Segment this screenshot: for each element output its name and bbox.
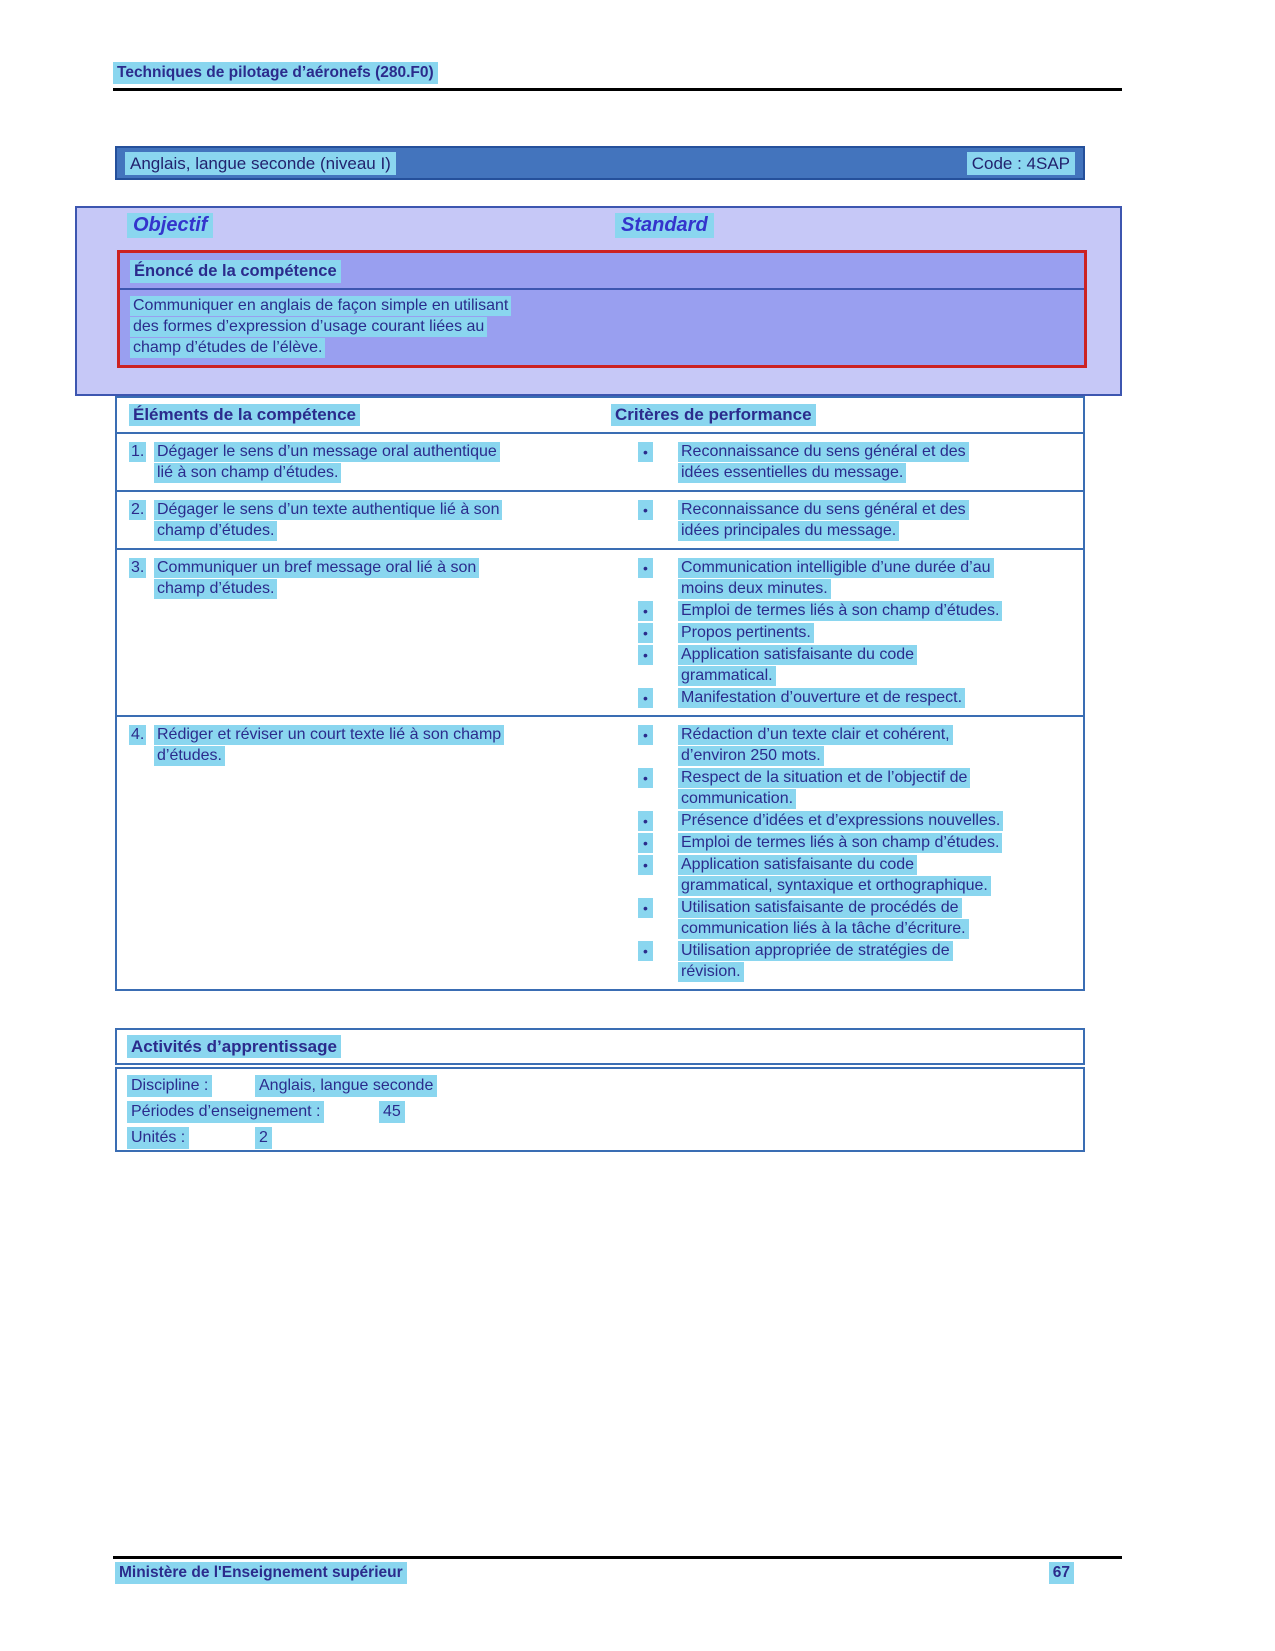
- bullet-icon: •: [638, 623, 653, 643]
- criteria-text: [678, 441, 1077, 484]
- bullet-icon: •: [638, 855, 653, 875]
- text-line: révision.: [678, 962, 744, 982]
- criteria-text: [678, 810, 1077, 832]
- criteria-item: [611, 832, 1077, 854]
- element-cell: [129, 441, 611, 484]
- text-line: communication.: [678, 789, 796, 809]
- bullet-wrap: [611, 557, 678, 578]
- criteria-text: [678, 832, 1077, 854]
- element-number: [129, 724, 154, 745]
- text-line: Communication intelligible d’une durée d’au: [678, 558, 994, 578]
- criteria-text: [678, 557, 1077, 600]
- table-row: [117, 434, 1083, 492]
- text-line: Manifestation d’ouverture et de respect.: [678, 688, 965, 708]
- element-number: [129, 499, 154, 520]
- text-line: Propos pertinents.: [678, 623, 814, 643]
- field-label: Discipline :: [127, 1075, 212, 1097]
- column-header-elements: Éléments de la compétence: [129, 404, 360, 426]
- text-line: Rédiger et réviser un court texte lié à son champ: [154, 725, 504, 745]
- element-text: [154, 441, 611, 484]
- text-line: moins deux minutes.: [678, 579, 831, 599]
- field-label-wrap: [127, 1125, 255, 1149]
- element-number-text: 1.: [131, 443, 145, 460]
- text-line: Rédaction d’un texte clair et cohérent,: [678, 725, 953, 745]
- text-line: Application satisfaisante du code: [678, 645, 917, 665]
- criteria-text: [678, 767, 1077, 810]
- bullet-icon: •: [638, 688, 653, 708]
- criteria-item: [611, 441, 1077, 484]
- table-row: [117, 550, 1083, 717]
- text-line: idées essentielles du message.: [678, 463, 906, 483]
- text-line: grammatical, syntaxique et orthographique.: [678, 876, 991, 896]
- criteria-item: [611, 897, 1077, 940]
- text-line: communication liés à la tâche d’écriture.: [678, 919, 969, 939]
- header-rule: [113, 88, 1122, 91]
- footer-rule: [113, 1556, 1122, 1559]
- bullet-wrap: [611, 441, 678, 462]
- criteria-item: [611, 810, 1077, 832]
- activities-box: [115, 1067, 1085, 1152]
- footer-ministry: Ministère de l'Enseignement supérieur: [115, 1562, 407, 1584]
- course-code: Code : 4SAP: [967, 152, 1075, 175]
- bullet-wrap: [611, 810, 678, 831]
- criteria-text: [678, 940, 1077, 983]
- bullet-icon: •: [638, 941, 653, 961]
- criteria-text: [678, 897, 1077, 940]
- course-title: Anglais, langue seconde (niveau I): [125, 152, 396, 175]
- bullet-icon: •: [638, 442, 653, 462]
- competence-table: [115, 396, 1085, 991]
- field-value: 2: [255, 1127, 272, 1149]
- footer: [113, 1562, 1122, 1584]
- bullet-wrap: [611, 897, 678, 918]
- field-label: Périodes d’enseignement :: [127, 1101, 324, 1123]
- text-line: Présence d’idées et d’expressions nouvelles.: [678, 811, 1003, 831]
- bullet-icon: •: [638, 833, 653, 853]
- criteria-text: [678, 724, 1077, 767]
- footer-page-number: 67: [1049, 1562, 1074, 1584]
- criteria-item: [611, 622, 1077, 644]
- text-line: Utilisation appropriée de stratégies de: [678, 941, 953, 961]
- bullet-wrap: [611, 499, 678, 520]
- element-number-text: 4.: [131, 726, 145, 743]
- text-line: champ d’études.: [154, 579, 277, 599]
- text-line: Emploi de termes liés à son champ d’études.: [678, 833, 1002, 853]
- bullet-icon: •: [638, 768, 653, 788]
- table-row: [117, 717, 1083, 989]
- element-cell: [129, 499, 611, 542]
- text-line: lié à son champ d’études.: [154, 463, 341, 483]
- text-line: Communiquer un bref message oral lié à son: [154, 558, 479, 578]
- text-line: d’études.: [154, 746, 225, 766]
- activities-title-box: [115, 1028, 1085, 1065]
- competence-statement-box: [117, 250, 1087, 368]
- criteria-text: [678, 499, 1077, 542]
- criteria-cell: [611, 441, 1077, 484]
- bullet-wrap: [611, 940, 678, 961]
- standard-heading: Standard: [615, 213, 714, 238]
- bullet-icon: •: [638, 558, 653, 578]
- bullet-wrap: [611, 687, 678, 708]
- criteria-text: [678, 854, 1077, 897]
- field-value: Anglais, langue seconde: [255, 1075, 437, 1097]
- criteria-text: [678, 600, 1077, 622]
- criteria-text: [678, 687, 1077, 709]
- text-line: Respect de la situation et de l’objectif de: [678, 768, 970, 788]
- document-title: Techniques de pilotage d’aéronefs (280.F0): [113, 62, 438, 84]
- element-number-text: 3.: [131, 559, 145, 576]
- course-banner: [115, 146, 1085, 180]
- criteria-item: [611, 600, 1077, 622]
- text-line: d’environ 250 mots.: [678, 746, 824, 766]
- criteria-item: [611, 940, 1077, 983]
- field-label-wrap: [127, 1099, 379, 1123]
- text-line: Application satisfaisante du code: [678, 855, 917, 875]
- text-line: grammatical.: [678, 666, 776, 686]
- activity-field-periodes: [127, 1099, 1073, 1125]
- bullet-wrap: [611, 854, 678, 875]
- bullet-wrap: [611, 724, 678, 745]
- bullet-icon: •: [638, 645, 653, 665]
- criteria-item: [611, 644, 1077, 687]
- bullet-icon: •: [638, 500, 653, 520]
- bullet-icon: •: [638, 601, 653, 621]
- text-line: Emploi de termes liés à son champ d’études.: [678, 601, 1002, 621]
- text-line: champ d’études.: [154, 521, 277, 541]
- criteria-item: [611, 767, 1077, 810]
- objective-section: [75, 206, 1122, 396]
- column-header-criteria: Critères de performance: [611, 404, 816, 426]
- activity-field-discipline: [127, 1073, 1073, 1099]
- element-number: [129, 441, 154, 462]
- element-cell: [129, 724, 611, 983]
- element-number: [129, 557, 154, 578]
- element-text: [154, 557, 611, 600]
- text-line: Utilisation satisfaisante de procédés de: [678, 898, 962, 918]
- element-cell: [129, 557, 611, 709]
- bullet-icon: •: [638, 898, 653, 918]
- field-label-wrap: [127, 1073, 255, 1097]
- text-line: Communiquer en anglais de façon simple en utilisant: [130, 296, 511, 316]
- bullet-icon: •: [638, 811, 653, 831]
- criteria-cell: [611, 499, 1077, 542]
- competence-statement-title-row: [120, 253, 1084, 290]
- competence-statement-text: [120, 290, 1084, 358]
- activities-title: Activités d’apprentissage: [127, 1035, 341, 1058]
- element-text: [154, 499, 611, 542]
- objective-heading: Objectif: [127, 213, 213, 238]
- text-line: champ d’études de l’élève.: [130, 338, 325, 358]
- text-line: Dégager le sens d’un texte authentique lié à son: [154, 500, 502, 520]
- text-line: des formes d’expression d’usage courant liées au: [130, 317, 487, 337]
- criteria-cell: [611, 724, 1077, 983]
- table-header-row: [117, 398, 1083, 434]
- field-value: 45: [379, 1101, 405, 1123]
- bullet-wrap: [611, 622, 678, 643]
- text-line: idées principales du message.: [678, 521, 899, 541]
- field-label: Unités :: [127, 1127, 189, 1149]
- criteria-text: [678, 644, 1077, 687]
- element-text: [154, 724, 611, 767]
- bullet-wrap: [611, 644, 678, 665]
- document-header: [113, 62, 1122, 84]
- criteria-cell: [611, 557, 1077, 709]
- bullet-icon: •: [638, 725, 653, 745]
- criteria-item: [611, 724, 1077, 767]
- text-line: Reconnaissance du sens général et des: [678, 500, 969, 520]
- text-line: Reconnaissance du sens général et des: [678, 442, 969, 462]
- element-number-text: 2.: [131, 501, 145, 518]
- criteria-item: [611, 687, 1077, 709]
- text-line: Dégager le sens d’un message oral authentique: [154, 442, 500, 462]
- bullet-wrap: [611, 600, 678, 621]
- activity-field-unites: [127, 1125, 1073, 1151]
- criteria-item: [611, 557, 1077, 600]
- bullet-wrap: [611, 832, 678, 853]
- criteria-text: [678, 622, 1077, 644]
- criteria-item: [611, 499, 1077, 542]
- table-row: [117, 492, 1083, 550]
- competence-statement-title: Énoncé de la compétence: [130, 260, 341, 283]
- bullet-wrap: [611, 767, 678, 788]
- criteria-item: [611, 854, 1077, 897]
